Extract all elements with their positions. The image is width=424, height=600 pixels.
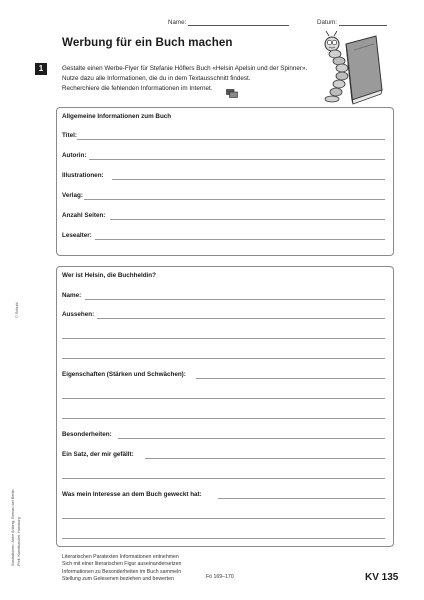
- favorite-sentence-field-label: Ein Satz, der mir gefällt:: [62, 451, 134, 458]
- name-field-label: Name:: [62, 292, 82, 299]
- traits-field-label: Eigenschaften (Stärken und Schwächen):: [62, 371, 186, 378]
- heroine-heading: Wer ist Helsin, die Buchheldin?: [62, 272, 157, 279]
- appearance-line-2[interactable]: [62, 338, 385, 339]
- illustration-credits-2: Pfeil: Kunstkanzlei, Hamburg: [17, 517, 21, 566]
- curriculum-reference: Fö 169–170: [206, 574, 234, 580]
- interest-field-line[interactable]: [218, 498, 385, 499]
- favorite-sentence-field-line[interactable]: [145, 458, 385, 459]
- name-label: Name:: [168, 19, 187, 26]
- appearance-line-3[interactable]: [62, 358, 385, 359]
- title-field-line[interactable]: [77, 139, 385, 140]
- date-line[interactable]: [339, 25, 387, 26]
- appearance-field-line[interactable]: [97, 318, 385, 319]
- reading-age-field-label: Lesealter:: [62, 232, 92, 239]
- appearance-field-label: Aussehen:: [62, 311, 95, 318]
- publisher-field-label: Verlag:: [62, 192, 83, 199]
- traits-field-line[interactable]: [196, 378, 385, 379]
- bookworm-with-book-illustration: [318, 30, 390, 108]
- learning-goal: Literarischen Paratexten Informationen entnehmen: [62, 554, 179, 560]
- name-field-line[interactable]: [85, 299, 385, 300]
- name-line[interactable]: [188, 25, 289, 26]
- special-features-field-line[interactable]: [118, 438, 385, 439]
- interest-line-2[interactable]: [62, 518, 385, 519]
- task-text-line-1: Gestalte einen Werbe-Flyer für Stefanie Höflers Buch «Helsin Apelsin und der Spinner».: [62, 65, 308, 72]
- reading-age-field-line[interactable]: [95, 239, 385, 240]
- traits-line-3[interactable]: [62, 418, 385, 419]
- task-number: 1: [35, 63, 47, 75]
- interest-line-3[interactable]: [62, 538, 385, 539]
- interest-field-label: Was mein Interesse an dem Buch geweckt hat:: [62, 491, 202, 498]
- author-field-label: Autorin:: [62, 152, 87, 159]
- learning-goal: Stellung zum Gelesenen beziehen und bewerten: [62, 576, 174, 583]
- illustration-credits-1: Illustrationen: Anke Anberg, Brenau bei Berlin;: [11, 488, 15, 566]
- page-title: Werbung für ein Buch machen: [62, 36, 233, 49]
- copyright-note: © Schubi: [15, 302, 19, 318]
- learning-goal: Informationen zu Besonderheiten im Buch sammeln: [62, 568, 182, 575]
- author-field-line[interactable]: [89, 159, 385, 160]
- illustrations-field-line[interactable]: [112, 179, 385, 180]
- learning-goal: Sich mit einer literarischen Figur auseinandersetzen: [62, 561, 182, 568]
- worksheet-code: KV 135: [365, 572, 399, 583]
- traits-line-2[interactable]: [62, 398, 385, 399]
- computer-icon: [226, 85, 238, 94]
- task-text-line-2: Nutze dazu alle Informationen, die du in dem Textausschnitt findest.: [62, 75, 251, 82]
- page-count-field-line[interactable]: [110, 219, 385, 220]
- date-label: Datum:: [317, 19, 337, 26]
- page-count-field-label: Anzahl Seiten:: [62, 212, 106, 219]
- learning-goals: [62, 554, 181, 584]
- heroine-box: [56, 266, 394, 547]
- favorite-sentence-line-2[interactable]: [62, 478, 385, 479]
- special-features-field-label: Besonderheiten:: [62, 431, 112, 438]
- illustrations-field-label: Illustrationen:: [62, 172, 104, 179]
- title-field-label: Titel:: [62, 132, 77, 139]
- task-text-line-3: Recherchiere die fehlenden Informationen im Internet.: [62, 85, 213, 92]
- publisher-field-line[interactable]: [84, 199, 385, 200]
- book-info-box: [56, 107, 394, 256]
- book-info-heading: Allgemeine Informationen zum Buch: [62, 113, 172, 120]
